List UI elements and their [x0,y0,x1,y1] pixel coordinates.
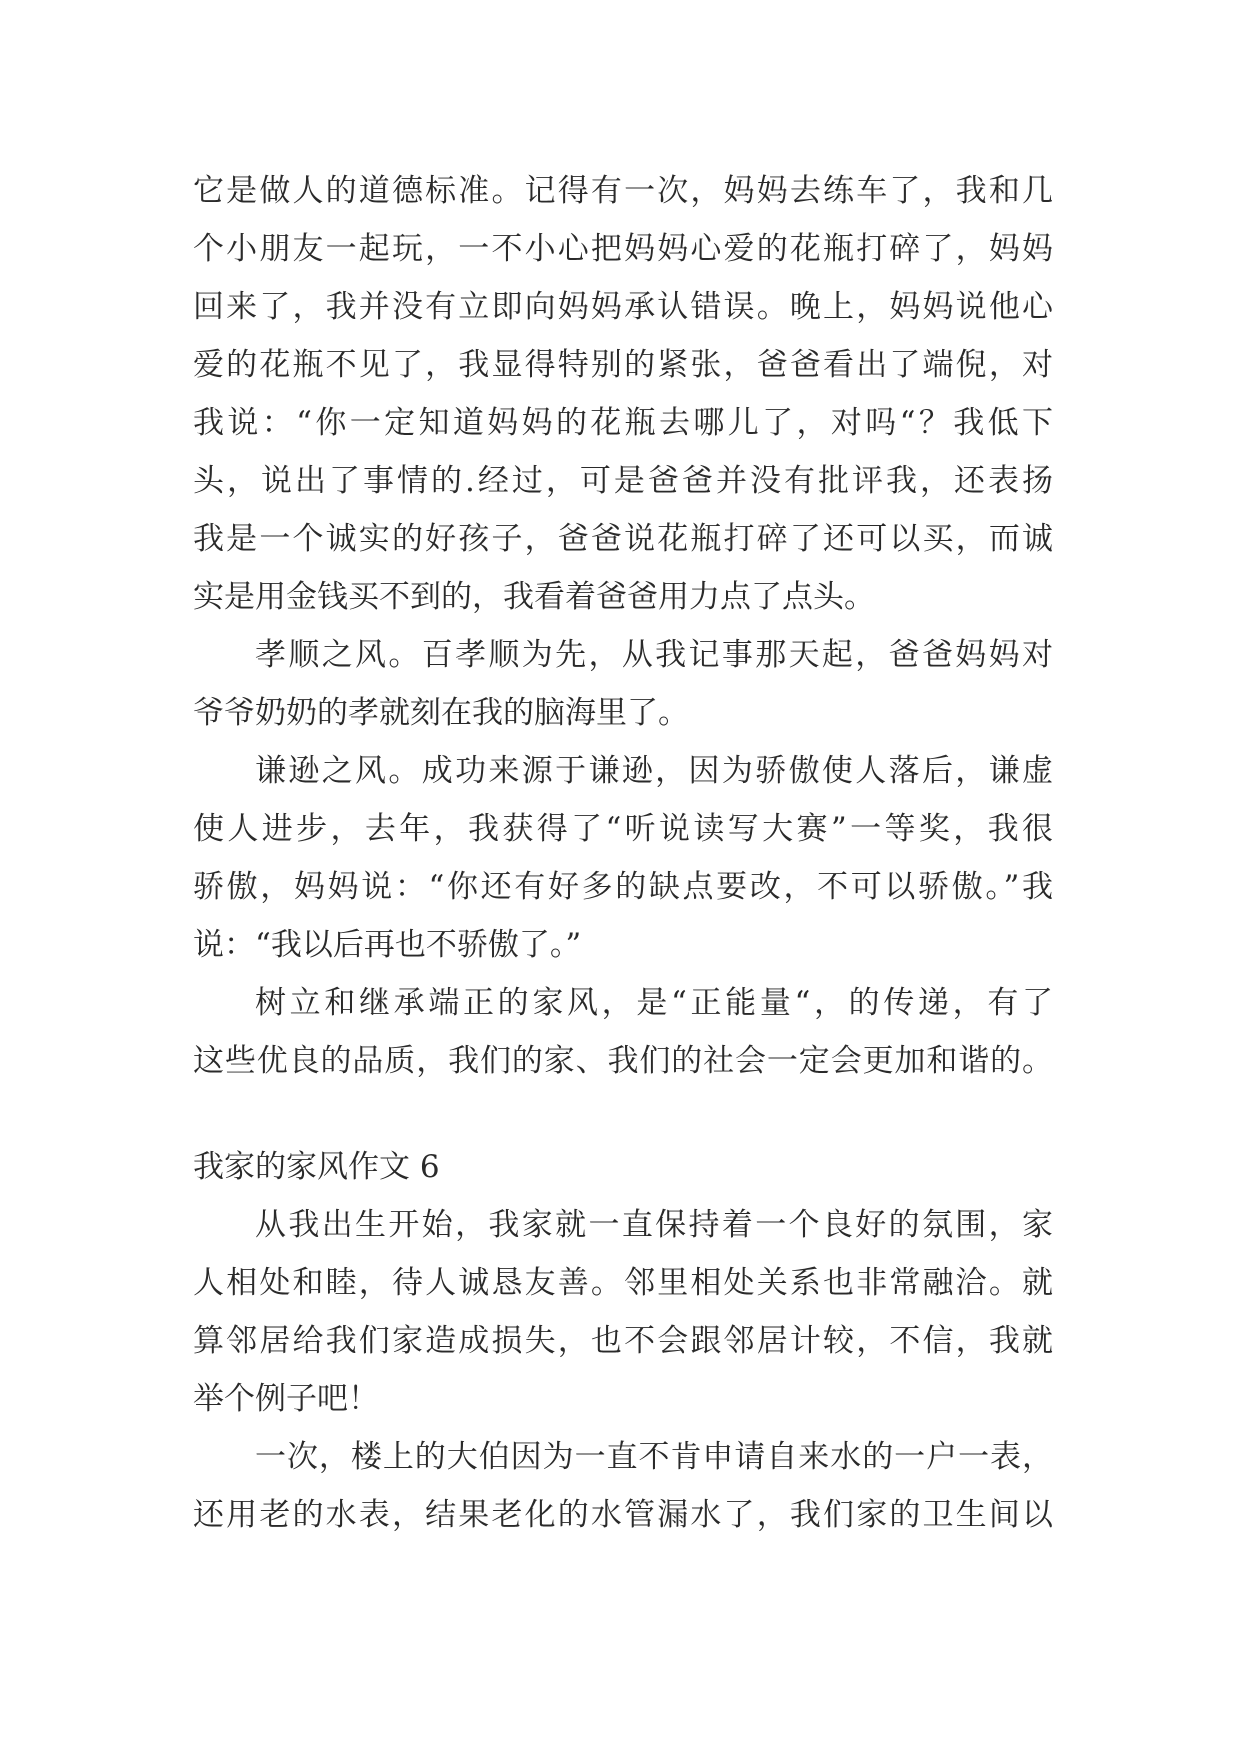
document-body [193,162,1053,1544]
section-gap [193,1090,1053,1138]
text-line: 回来了，我并没有立即向妈妈承认错误。晚上，妈妈说他心 [193,289,1053,325]
text-line: 还用老的水表，结果老化的水管漏水了，我们家的卫生间以 [193,1497,1053,1533]
text-line: 人相处和睦，待人诚恳友善。邻里相处关系也非常融洽。就 [193,1265,1053,1301]
text-line: 从我出生开始，我家就一直保持着一个良好的氛围，家 [255,1207,1053,1243]
paragraph [193,626,1053,742]
text-line: 孝顺之风。百孝顺为先，从我记事那天起，爸爸妈妈对 [255,637,1053,673]
paragraph [193,742,1053,974]
text-line: 个小朋友一起玩，一不小心把妈妈心爱的花瓶打碎了，妈妈 [193,231,1053,267]
text-line: 爷爷奶奶的孝就刻在我的脑海里了。 [193,695,689,731]
text-line: 算邻居给我们家造成损失，也不会跟邻居计较，不信，我就 [193,1323,1053,1359]
text-line: 我说：“你一定知道妈妈的花瓶去哪儿了，对吗“？我低下 [193,405,1053,441]
text-line: 骄傲，妈妈说：“你还有好多的缺点要改，不可以骄傲。”我 [193,869,1053,905]
text-line: 这些优良的品质，我们的家、我们的社会一定会更加和谐的。 [193,1043,1053,1079]
text-line: 实是用金钱买不到的，我看着爸爸用力点了点头。 [193,579,875,615]
paragraph [193,974,1053,1090]
text-line: 使人进步，去年，我获得了“听说读写大赛”一等奖，我很 [193,811,1053,847]
text-line: 谦逊之风。成功来源于谦逊，因为骄傲使人落后，谦虚 [255,753,1053,789]
text-line: 说：“我以后再也不骄傲了。” [193,927,582,963]
text-line: 一次，楼上的大伯因为一直不肯申请自来水的一户一表， [255,1439,1053,1475]
paragraph [193,1428,1053,1544]
paragraph [193,162,1053,626]
paragraph [193,1196,1053,1428]
text-line: 头，说出了事情的.经过，可是爸爸并没有批评我，还表扬 [193,463,1053,499]
text-line: 树立和继承端正的家风，是“正能量“，的传递，有了 [255,985,1053,1021]
section-heading: 我家的家风作文 6 [193,1149,440,1185]
text-line: 它是做人的道德标准。记得有一次，妈妈去练车了，我和几 [193,173,1053,209]
text-line: 爱的花瓶不见了，我显得特别的紧张，爸爸看出了端倪，对 [193,347,1053,383]
text-line: 举个例子吧！ [193,1381,379,1417]
text-line: 我是一个诚实的好孩子，爸爸说花瓶打碎了还可以买，而诚 [193,521,1053,557]
